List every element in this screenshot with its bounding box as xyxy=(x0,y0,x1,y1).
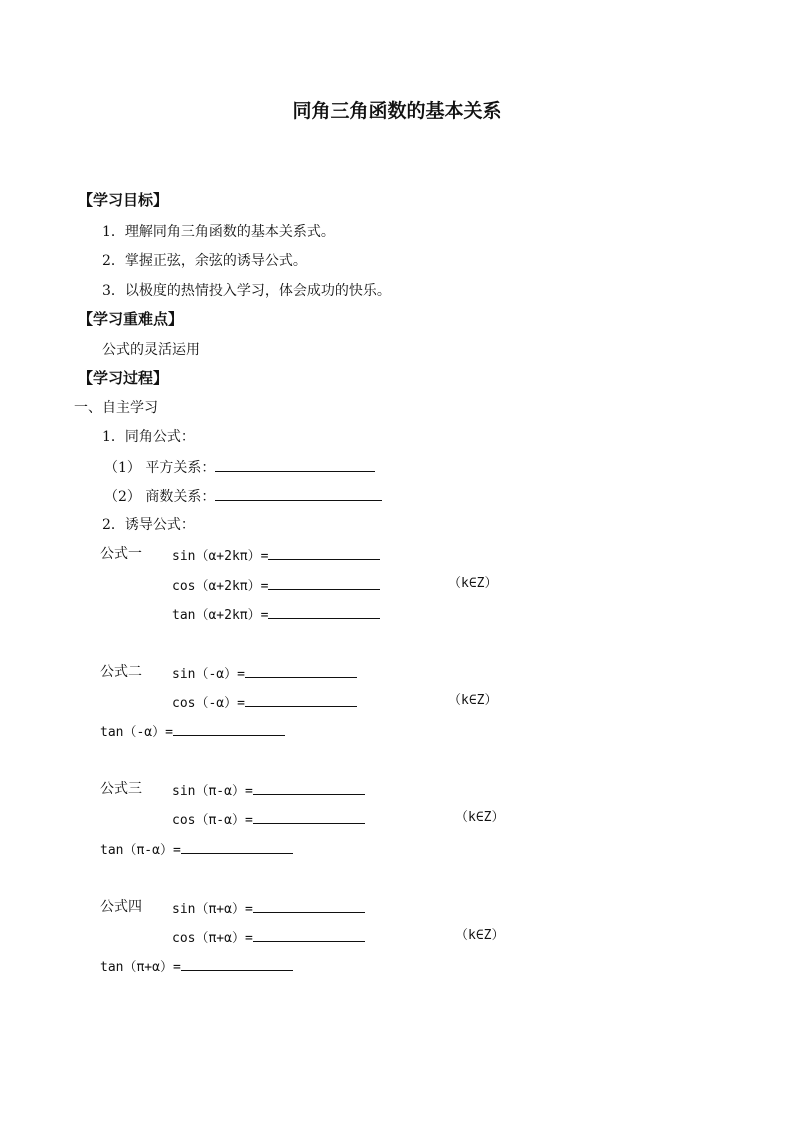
formula-1-cos xyxy=(172,575,380,596)
formula-4-sin-label: sin（π+α）= xyxy=(172,902,253,917)
formula-2-cos xyxy=(172,692,357,713)
formula-1-sin xyxy=(172,545,380,566)
section-self-study: 一、自主学习 xyxy=(74,400,158,416)
goal-item-1: 1．理解同角三角函数的基本关系式。 xyxy=(102,224,335,240)
formula-3-tan-label: tan（π-α）= xyxy=(100,843,181,858)
page-title: 同角三角函数的基本关系 xyxy=(292,100,502,122)
formula-2-sin xyxy=(172,663,357,684)
keypoints-heading: 【学习重难点】 xyxy=(78,310,184,328)
formula-1-name: 公式一 xyxy=(100,546,142,562)
formula-3-name: 公式三 xyxy=(100,781,142,797)
formula-1-cos-blank[interactable] xyxy=(268,575,380,590)
formula-2-cos-label: cos（-α）= xyxy=(172,696,245,711)
formula-4-sin xyxy=(172,898,365,919)
goals-heading: 【学习目标】 xyxy=(78,191,169,209)
formula-4-cond: （k∈Z） xyxy=(455,928,505,943)
formula-4-tan xyxy=(100,956,293,977)
formula-1-tan-label: tan（α+2kπ）= xyxy=(172,608,269,623)
formula-4-name: 公式四 xyxy=(100,899,142,915)
formula-4-sin-blank[interactable] xyxy=(253,898,365,913)
square-relation-blank[interactable] xyxy=(215,457,375,472)
process-heading: 【学习过程】 xyxy=(78,369,169,387)
goal-item-2: 2．掌握正弦，余弦的诱导公式。 xyxy=(102,253,307,269)
formula-2-tan-label: tan（-α）= xyxy=(100,725,173,740)
quotient-relation-blank[interactable] xyxy=(215,486,382,501)
formula-4-cos xyxy=(172,927,365,948)
square-relation-label: （1） 平方关系： xyxy=(104,460,216,476)
formula-1-sin-blank[interactable] xyxy=(268,545,380,560)
formula-4-tan-label: tan（π+α）= xyxy=(100,960,181,975)
formula-2-sin-label: sin（-α）= xyxy=(172,667,245,682)
formula-3-tan xyxy=(100,839,293,860)
formula-3-cos xyxy=(172,809,365,830)
formula-1-cos-label: cos（α+2kπ）= xyxy=(172,579,269,594)
goal-item-3: 3．以极度的热情投入学习，体会成功的快乐。 xyxy=(102,283,391,299)
formula-1-sin-label: sin（α+2kπ）= xyxy=(172,549,269,564)
formula-4-tan-blank[interactable] xyxy=(181,956,293,971)
formula-1-tan xyxy=(172,604,380,625)
formula-1-tan-blank[interactable] xyxy=(268,604,380,619)
formula-3-sin-label: sin（π-α）= xyxy=(172,784,253,799)
quotient-relation-label: （2） 商数关系： xyxy=(104,489,216,505)
formula-2-tan xyxy=(100,721,285,742)
formula-3-sin-blank[interactable] xyxy=(253,780,365,795)
formula-2-name: 公式二 xyxy=(100,664,142,680)
formula-1-cond: （k∈Z） xyxy=(448,576,498,591)
formula-2-cos-blank[interactable] xyxy=(245,692,357,707)
formula-3-cond: （k∈Z） xyxy=(455,810,505,825)
formula-2-cond: （k∈Z） xyxy=(448,693,498,708)
formula-3-cos-label: cos（π-α）= xyxy=(172,813,253,828)
formula-4-cos-blank[interactable] xyxy=(253,927,365,942)
formula-3-sin xyxy=(172,780,365,801)
formula-4-cos-label: cos（π+α）= xyxy=(172,931,253,946)
keypoints-text: 公式的灵活运用 xyxy=(102,342,200,358)
formula-2-sin-blank[interactable] xyxy=(245,663,357,678)
formula-3-tan-blank[interactable] xyxy=(181,839,293,854)
induction-label: 2．诱导公式： xyxy=(102,517,195,533)
formula-3-cos-blank[interactable] xyxy=(253,809,365,824)
quotient-relation xyxy=(104,486,382,506)
same-angle-label: 1．同角公式： xyxy=(102,429,195,445)
square-relation xyxy=(104,457,375,477)
formula-2-tan-blank[interactable] xyxy=(173,721,285,736)
